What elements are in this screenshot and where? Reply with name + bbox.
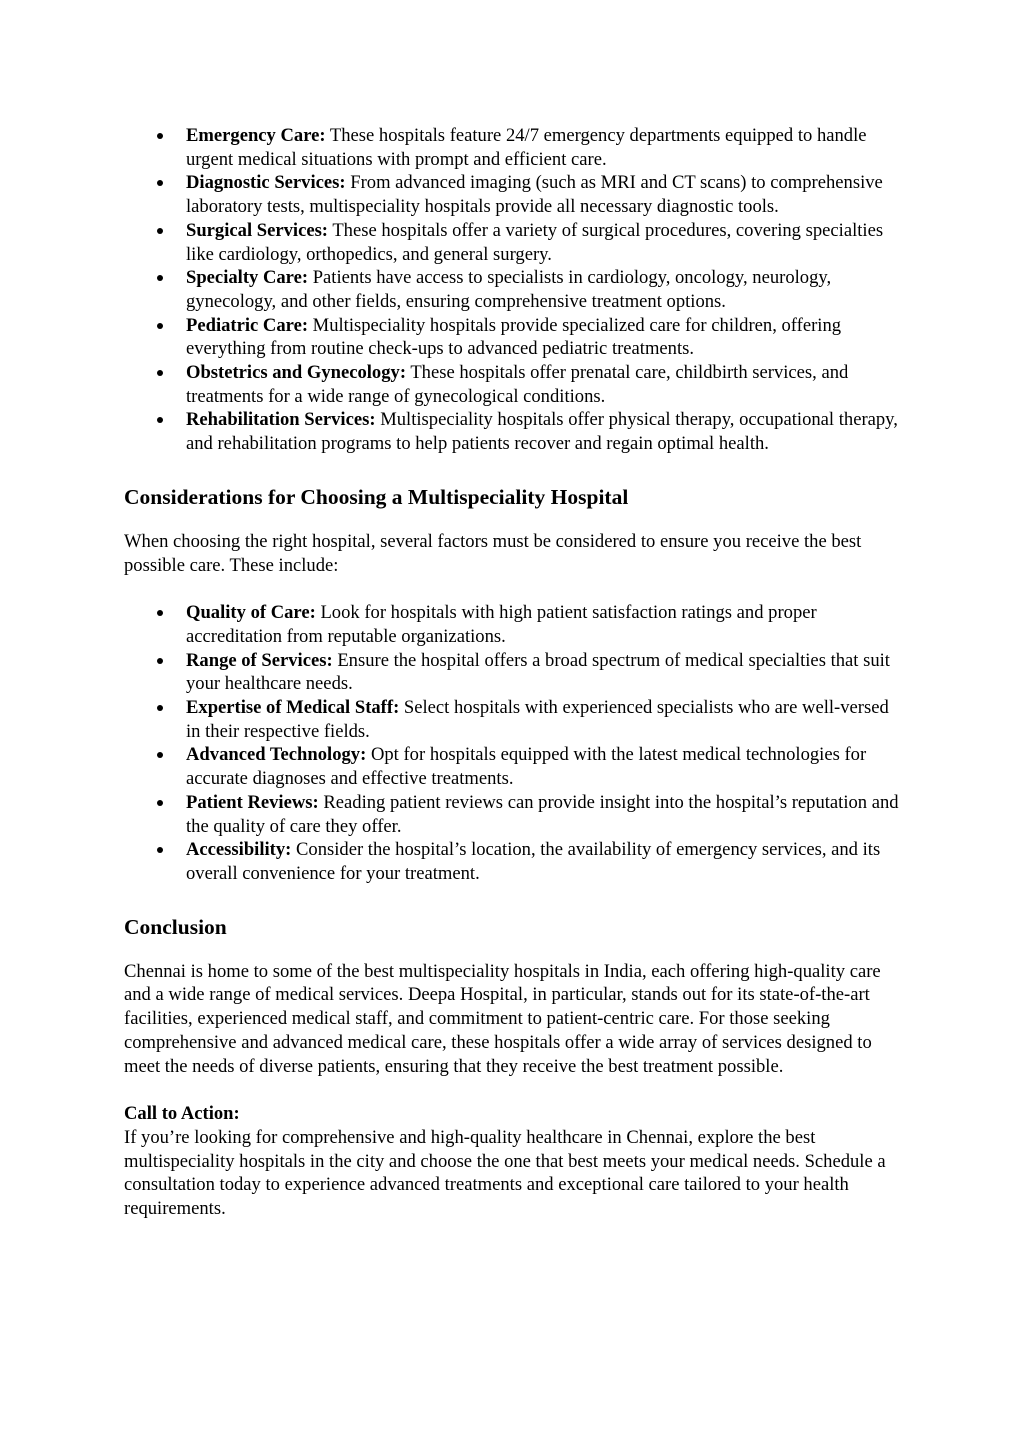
item-title: Range of Services:: [186, 649, 333, 671]
list-item: [124, 266, 904, 313]
list-item: [124, 408, 904, 455]
item-text: Multispeciality hospitals provide specialized care for children, offering everything from routine check-ups to advanced pediatric treatments.: [186, 314, 842, 360]
call-to-action: [124, 1102, 904, 1221]
bullet-icon: [157, 275, 163, 281]
item-text: Multispeciality hospitals offer physical therapy, occupational therapy, and rehabilitation programs to help patients recover and regain optimal health.: [186, 409, 898, 455]
item-text: From advanced imaging (such as MRI and CT scans) to comprehensive laboratory tests, multispeciality hospitals provide all necessary diagnostic tools.: [186, 172, 883, 218]
item-title: Advanced Technology:: [186, 744, 367, 766]
list-item: [124, 361, 904, 408]
list-item: [124, 124, 904, 171]
bullet-icon: [157, 180, 163, 186]
considerations-intro: When choosing the right hospital, several factors must be considered to ensure you receive the best possible care. These include:: [124, 530, 862, 576]
bullet-icon: [157, 847, 163, 853]
list-item: [124, 696, 904, 743]
item-text: These hospitals feature 24/7 emergency departments equipped to handle urgent medical situations with prompt and efficient care.: [186, 125, 867, 170]
bullet-icon: [157, 610, 163, 616]
item-text: Ensure the hospital offers a broad spectrum of medical specialties that suit your healthcare needs.: [186, 649, 890, 695]
document-page: [124, 124, 904, 1221]
item-title: Patient Reviews:: [186, 791, 319, 813]
call-to-action-label: Call to Action:: [124, 1103, 240, 1125]
list-item: [124, 743, 904, 790]
item-title: Pediatric Care:: [186, 314, 309, 336]
item-text: Reading patient reviews can provide insight into the hospital’s reputation and the quality of care they offer.: [186, 791, 899, 837]
item-title: Surgical Services:: [186, 219, 329, 241]
item-title: Expertise of Medical Staff:: [186, 697, 400, 719]
bullet-icon: [157, 323, 163, 329]
item-text: Patients have access to specialists in cardiology, oncology, neurology, gynecology, and other fields, ensuring comprehensive treatment options.: [186, 267, 832, 312]
item-text: Opt for hospitals equipped with the latest medical technologies for accurate diagnoses and effective treatments.: [186, 744, 867, 790]
item-title: Quality of Care:: [186, 602, 316, 624]
item-text: Look for hospitals with high patient satisfaction ratings and proper accreditation from reputable organizations.: [186, 602, 817, 647]
bullet-icon: [157, 752, 163, 758]
list-item: [124, 838, 904, 885]
services-list: [124, 124, 904, 456]
list-item: [124, 649, 904, 696]
list-item: [124, 601, 904, 648]
bullet-icon: [157, 705, 163, 711]
item-text: These hospitals offer prenatal care, childbirth services, and treatments for a wide range of gynecological conditions.: [186, 362, 849, 407]
item-text: These hospitals offer a variety of surgical procedures, covering specialties like cardiology, orthopedics, and general surgery.: [186, 219, 884, 265]
item-title: Emergency Care:: [186, 125, 326, 146]
item-title: Obstetrics and Gynecology:: [186, 362, 407, 384]
bullet-icon: [157, 417, 163, 423]
list-item: [124, 219, 904, 266]
item-text: Consider the hospital’s location, the availability of emergency services, and its overall convenience for your treatment.: [186, 839, 881, 884]
list-item: [124, 791, 904, 838]
bullet-icon: [157, 228, 163, 234]
conclusion-paragraph: Chennai is home to some of the best multispeciality hospitals in India, each offering high-quality care and a wide range of medical services. Deepa Hospital, in particular, stands out for its state-of-the-art facilities, experienced medical staff, and commitment to patient-centric care. For those seeking comprehensive and advanced medical care, these hospitals offer a wide array of services designed to meet the needs of diverse patients, ensuring that they receive the best treatment possible.: [124, 960, 881, 1077]
bullet-icon: [157, 658, 163, 664]
considerations-heading: Considerations for Choosing a Multispeciality Hospital: [124, 484, 629, 509]
conclusion-heading: Conclusion: [124, 914, 227, 939]
list-item: [124, 314, 904, 361]
item-title: Diagnostic Services:: [186, 172, 346, 194]
bullet-icon: [157, 133, 163, 139]
bullet-icon: [157, 370, 163, 376]
bullet-icon: [157, 800, 163, 806]
item-title: Rehabilitation Services:: [186, 409, 376, 431]
item-title: Accessibility:: [186, 839, 292, 861]
item-text: Select hospitals with experienced specialists who are well-versed in their respective fields.: [186, 697, 889, 742]
list-item: [124, 171, 904, 218]
item-title: Specialty Care:: [186, 267, 309, 289]
considerations-list: [124, 601, 904, 885]
call-to-action-text: If you’re looking for comprehensive and high-quality healthcare in Chennai, explore the best multispeciality hospitals in the city and choose the one that best meets your medical needs. Schedule a consultation today to experience advanced treatments and exceptional care tailored to your health requirements.: [124, 1126, 886, 1220]
